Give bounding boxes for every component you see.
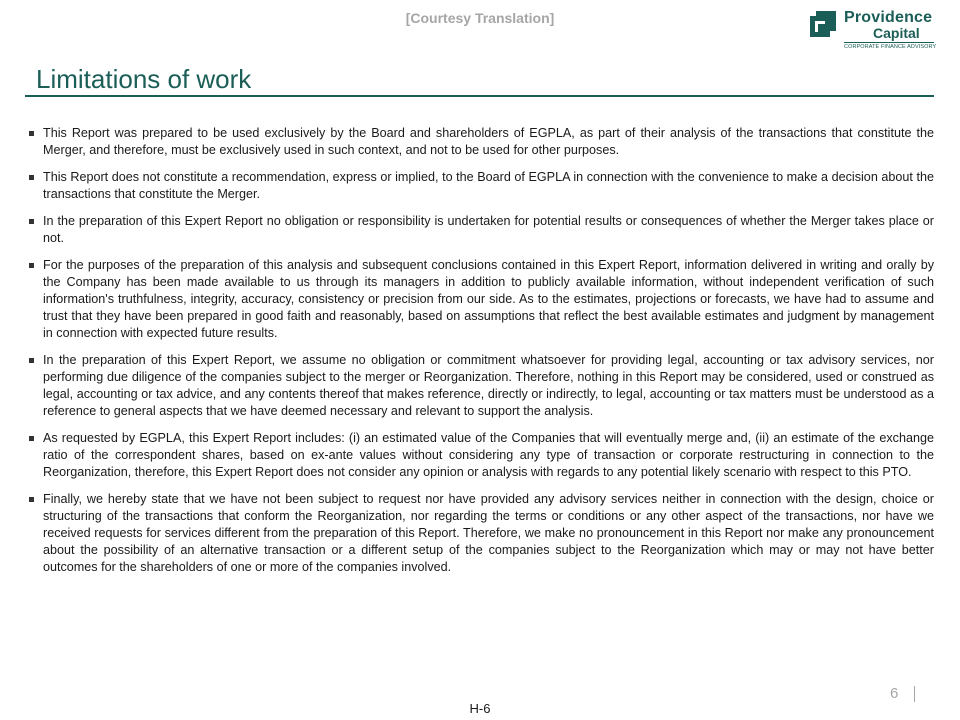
square-bullet-icon xyxy=(29,358,34,363)
logo-name-capital: Capital xyxy=(873,25,920,41)
page-number-separator xyxy=(914,686,915,702)
square-bullet-icon xyxy=(29,497,34,502)
list-item-text: In the preparation of this Expert Report, we assume no obligation or commitment whatsoever for providing legal, accounting or tax advisory services, nor performing due diligence of the companies subject to the merger or Reorganization. Therefore, nothing in this Report may be considered, used or construed as legal, accounting or tax advice, and any contents thereof that makes reference, directly or indirectly, to legal, accounting or tax matters must be understood as a reference to general aspects that we have deemed necessary and relevant to support the analysis. xyxy=(43,353,934,418)
page-number: 6 xyxy=(890,685,899,702)
list-item xyxy=(26,125,934,159)
list-item-text: As requested by EGPLA, this Expert Report includes: (i) an estimated value of the Companies that will eventually merge and, (ii) an estimate of the exchange ratio of the correspondent shares, based on ex-ante values without considering any type of transaction or corporate restructuring in connection to the Reorganization, therefore, this Expert Report does not consider any opinion or analysis with regards to any potential likely scenario with respect to this PTO. xyxy=(43,431,934,479)
page-title: Limitations of work xyxy=(36,64,252,94)
title-underline xyxy=(25,95,934,97)
square-bullet-icon xyxy=(29,436,34,441)
list-item-text: This Report was prepared to be used exclusively by the Board and shareholders of EGPLA, as part of their analysis of the transactions that constitute the Merger, and therefore, must be exclusively used in such context, and not to be used for other purposes. xyxy=(43,126,934,157)
list-item-text: For the purposes of the preparation of this analysis and subsequent conclusions contained in this Expert Report, information delivered in writing and orally by the Company has been made available to us through its managers in addition to publicly available information, without independent verification of such information's truthfulness, integrity, accuracy, consistency or precision from our side. As to the estimates, projections or forecasts, we have had to assume and trust that they have been prepared in good faith and reasonably, based on assumptions that reflect the best available estimates and judgment by management in connection with expected future results. xyxy=(43,258,934,340)
limitations-list xyxy=(26,125,934,586)
logo-tagline: CORPORATE FINANCE ADVISORY xyxy=(844,44,937,50)
square-bullet-icon xyxy=(29,219,34,224)
square-bullet-icon xyxy=(29,175,34,180)
logo-name-providence: Providence xyxy=(844,9,933,26)
list-item xyxy=(26,257,934,342)
providence-capital-logo xyxy=(810,9,940,51)
list-item xyxy=(26,213,934,247)
square-bullet-icon xyxy=(29,131,34,136)
list-item-text: Finally, we hereby state that we have not been subject to request nor have provided any advisory services neither in connection with the design, choice or structuring of the transactions that conform the Reorganization, nor regarding the terms or conditions or any other aspect of the transactions, nor have we received requests for services different from the preparation of this Report. Therefore, we make no pronouncement in this Report nor make any pronouncement about the possibility of an alternative transaction or a different setup of the companies subject to the Reorganization which may or may not have better outcomes for the shareholders of one or more of the companies involved. xyxy=(43,492,934,574)
list-item xyxy=(26,169,934,203)
list-item xyxy=(26,491,934,576)
list-item xyxy=(26,352,934,420)
list-item-text: This Report does not constitute a recommendation, express or implied, to the Board of EGPLA in connection with the convenience to make a decision about the transactions that constitute the Merger. xyxy=(43,170,934,201)
logo-divider xyxy=(844,42,934,43)
page-code: H-6 xyxy=(469,701,491,716)
providence-capital-logo-mark-icon xyxy=(810,11,836,37)
courtesy-translation-label: [Courtesy Translation] xyxy=(405,10,555,26)
square-bullet-icon xyxy=(29,263,34,268)
list-item-text: In the preparation of this Expert Report no obligation or responsibility is undertaken for potential results or consequences of whether the Merger takes place or not. xyxy=(43,214,934,245)
list-item xyxy=(26,430,934,481)
